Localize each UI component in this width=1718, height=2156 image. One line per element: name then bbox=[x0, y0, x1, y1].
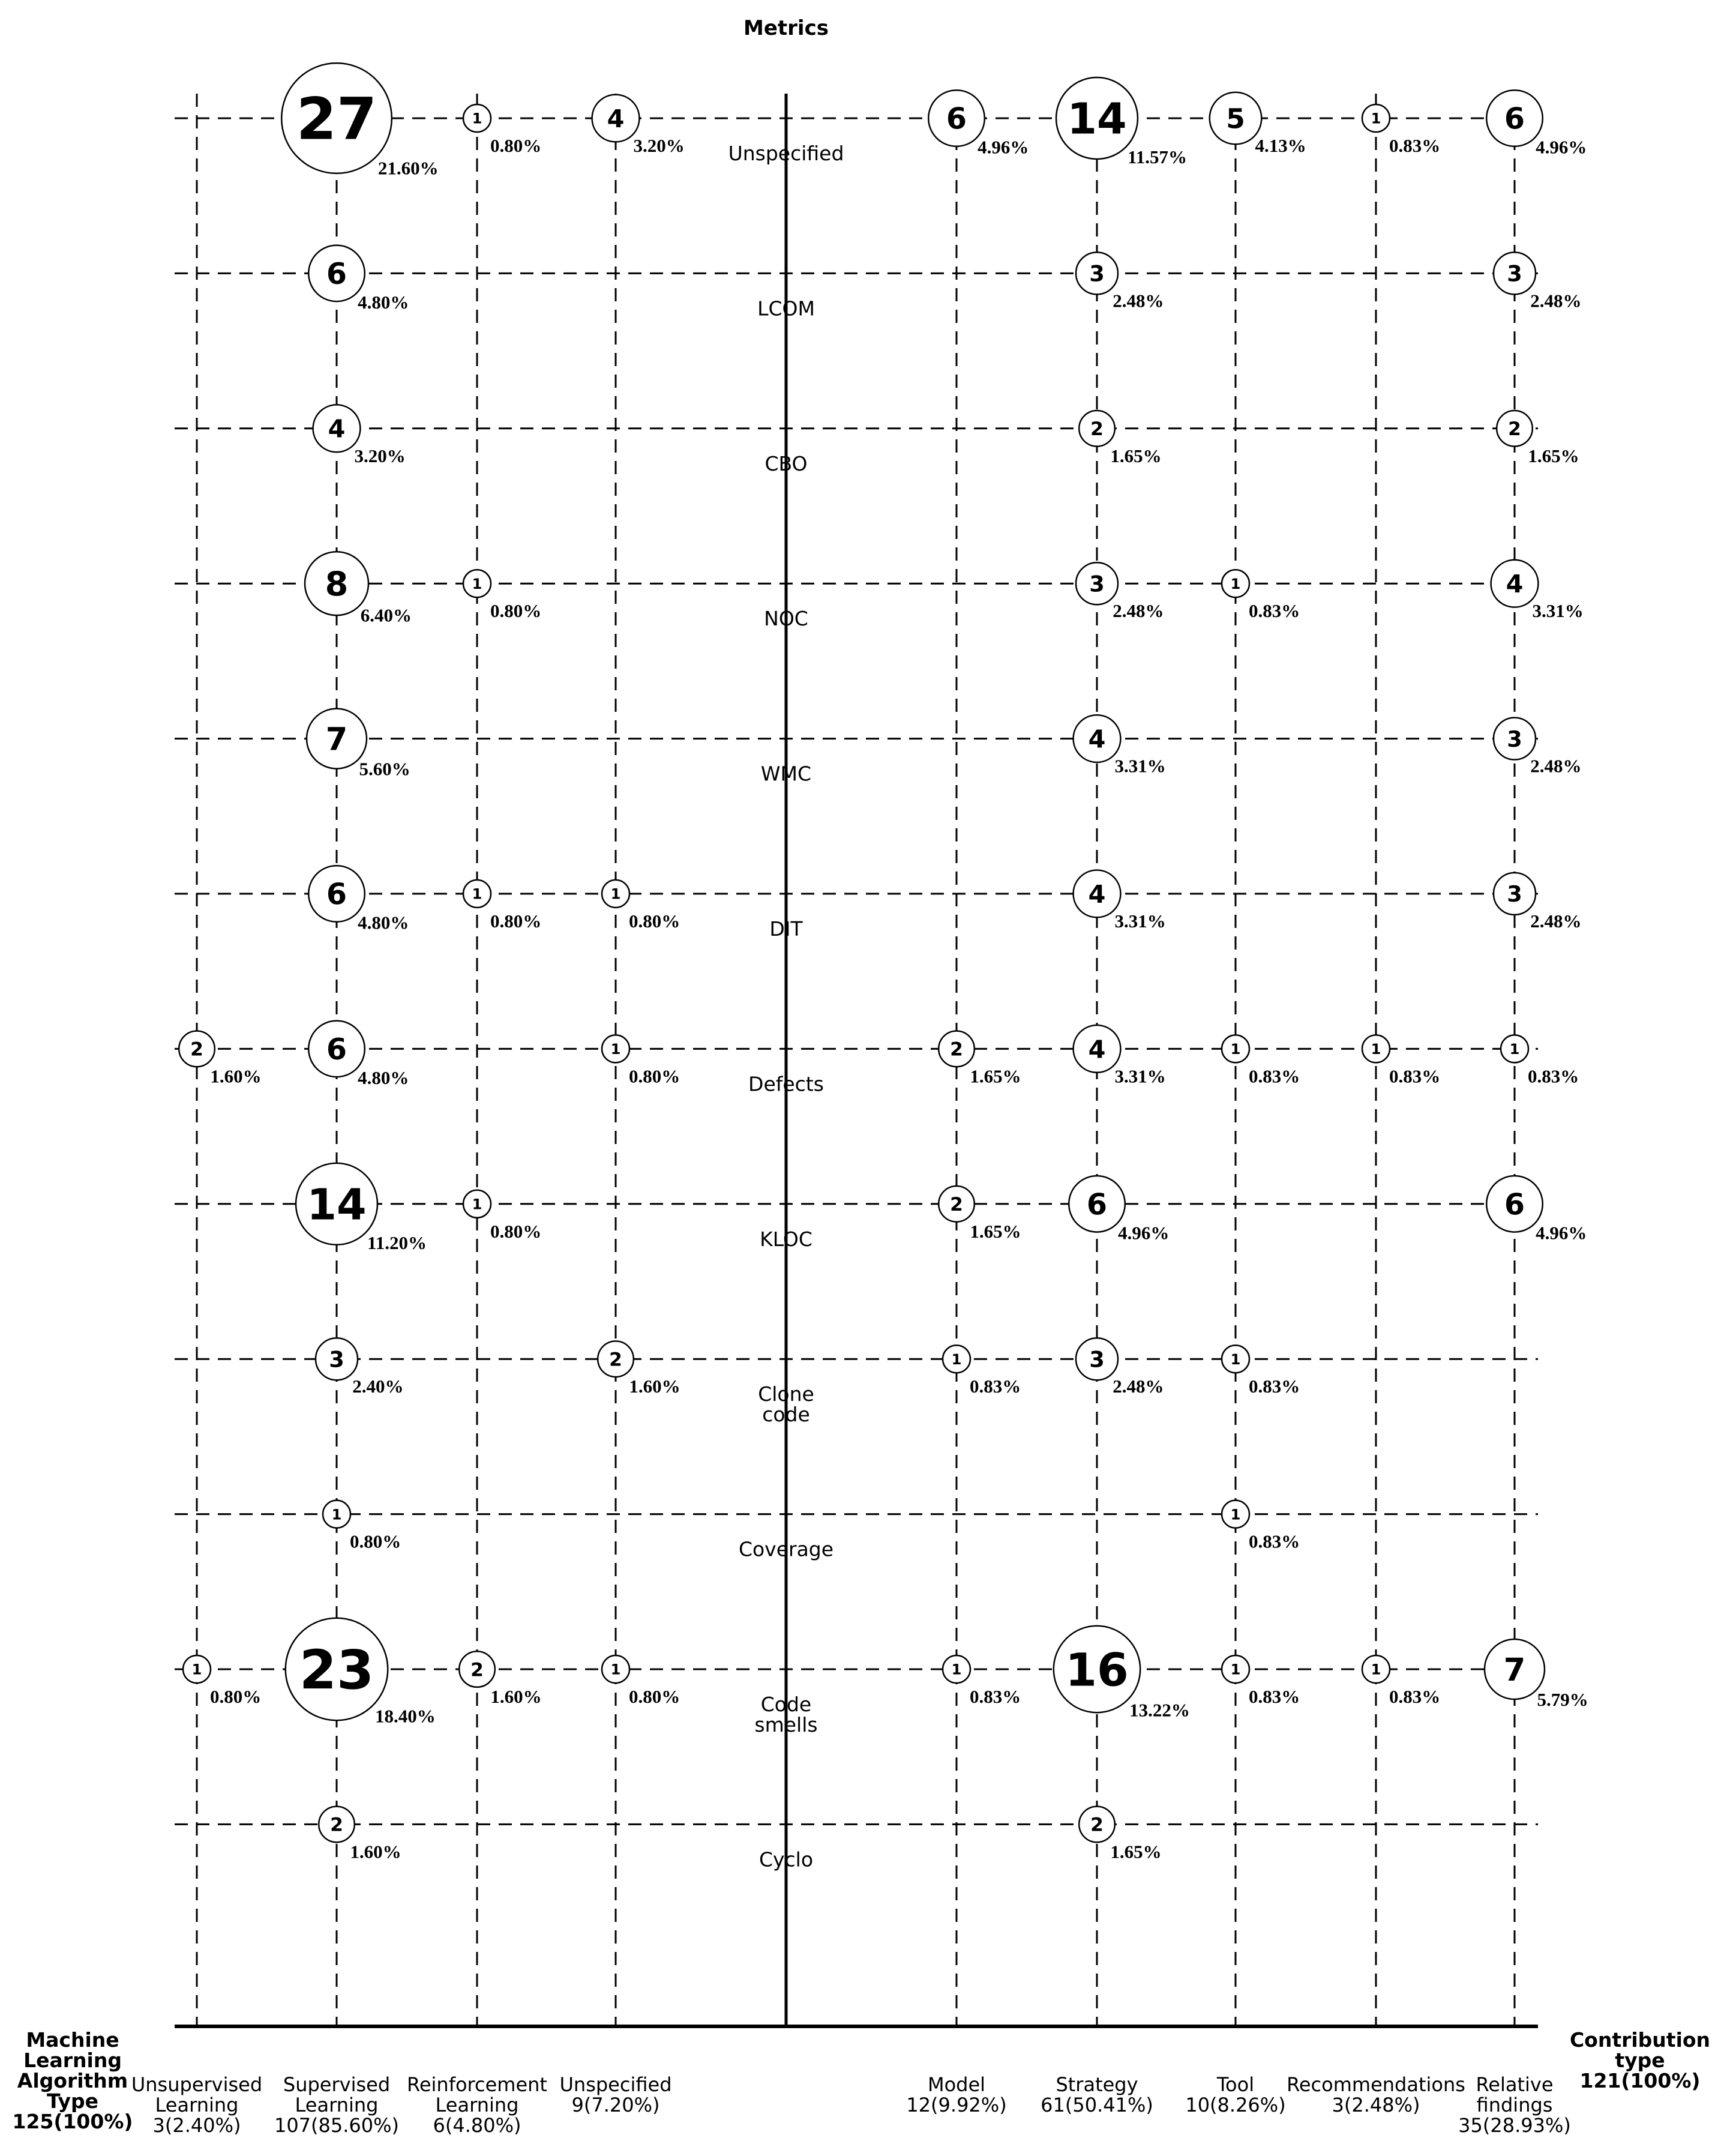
bubble-percent: 0.83% bbox=[1389, 135, 1441, 156]
bubble-count: 4 bbox=[328, 414, 346, 444]
bubble bbox=[1079, 1807, 1161, 1862]
bubble-percent: 3.31% bbox=[1532, 600, 1584, 622]
bubble-percent: 0.80% bbox=[490, 135, 542, 156]
bubble-percent: 3.31% bbox=[1114, 911, 1166, 932]
bubble bbox=[1076, 1338, 1164, 1397]
bubble bbox=[1222, 1501, 1300, 1552]
bubble-percent: 4.96% bbox=[1118, 1222, 1170, 1244]
bubble-percent: 0.83% bbox=[1249, 1686, 1300, 1707]
left-category-label: Supervised Learning 107(85.60%) bbox=[274, 2073, 400, 2137]
row-label: Defects bbox=[748, 1072, 824, 1096]
bubble-count: 1 bbox=[1371, 1041, 1381, 1058]
bubble-percent: 2.40% bbox=[352, 1376, 404, 1397]
axes bbox=[175, 94, 1538, 2026]
bubble-count: 3 bbox=[1507, 881, 1522, 908]
bubble bbox=[943, 1655, 1021, 1707]
bubble bbox=[1491, 560, 1584, 621]
bubble-count: 1 bbox=[1230, 1351, 1241, 1368]
bubble bbox=[1074, 715, 1166, 776]
bubble-count: 2 bbox=[1090, 418, 1104, 441]
right-category-label: Tool 10(8.26%) bbox=[1185, 2073, 1286, 2116]
bubble-count: 6 bbox=[326, 1032, 347, 1067]
bubble-count: 3 bbox=[1507, 726, 1522, 752]
bubble-percent: 4.80% bbox=[358, 1067, 409, 1088]
bubble bbox=[308, 1021, 409, 1088]
bubble-percent: 4.13% bbox=[1255, 135, 1306, 156]
bubble-count: 1 bbox=[472, 110, 482, 127]
row-label: KLOC bbox=[760, 1227, 812, 1251]
bubble-count: 1 bbox=[610, 1661, 621, 1678]
chart-title: Metrics bbox=[743, 16, 829, 40]
bubble-percent: 0.83% bbox=[970, 1686, 1021, 1707]
bubble bbox=[1222, 1655, 1300, 1707]
bubble bbox=[1079, 411, 1161, 466]
bubble-count: 2 bbox=[950, 1038, 963, 1061]
bubble bbox=[463, 570, 541, 621]
bubble-percent: 1.60% bbox=[490, 1686, 542, 1707]
bubble-percent: 1.65% bbox=[970, 1065, 1021, 1087]
bubble bbox=[1362, 1035, 1440, 1086]
bubble-percent: 0.80% bbox=[490, 600, 542, 622]
bubble bbox=[1485, 1639, 1588, 1710]
bubble-percent: 4.80% bbox=[358, 291, 409, 313]
bubble-percent: 4.96% bbox=[978, 136, 1029, 158]
bubble bbox=[1222, 1035, 1300, 1086]
bubble-count: 8 bbox=[325, 565, 349, 604]
bubble-count: 1 bbox=[1230, 1506, 1241, 1523]
bubble bbox=[1362, 1655, 1440, 1707]
bubble-count: 4 bbox=[1506, 570, 1524, 599]
bubble-count: 7 bbox=[325, 721, 348, 758]
bubble-count: 1 bbox=[610, 885, 621, 903]
bubble-count: 16 bbox=[1065, 1643, 1129, 1697]
category-labels bbox=[13, 2028, 1711, 2137]
bubble bbox=[463, 104, 541, 156]
bubble bbox=[928, 90, 1029, 157]
bubble-percent: 3.31% bbox=[1114, 1065, 1166, 1087]
bubble-count: 1 bbox=[951, 1351, 962, 1368]
bubble-percent: 0.80% bbox=[350, 1531, 401, 1552]
bubble-count: 1 bbox=[472, 575, 482, 592]
row-label: Unspecified bbox=[728, 142, 844, 165]
bubble bbox=[1486, 90, 1587, 157]
bubble-count: 14 bbox=[307, 1179, 367, 1230]
bubble-count: 6 bbox=[1504, 1187, 1525, 1222]
bubble-percent: 1.60% bbox=[629, 1376, 680, 1397]
bubble-count: 2 bbox=[190, 1038, 203, 1061]
row-label: Code smells bbox=[754, 1693, 818, 1736]
bubble bbox=[1222, 1345, 1300, 1397]
bubble-percent: 6.40% bbox=[360, 604, 412, 626]
bubble-percent: 5.79% bbox=[1537, 1688, 1588, 1710]
bubble bbox=[1076, 252, 1164, 311]
bubble-count: 2 bbox=[470, 1659, 484, 1681]
bubble-percent: 1.65% bbox=[970, 1220, 1021, 1242]
row-label: Cyclo bbox=[758, 1847, 814, 1871]
bubble bbox=[602, 1655, 680, 1707]
bubble-count: 1 bbox=[1371, 110, 1381, 127]
bubble-count: 6 bbox=[946, 101, 967, 136]
bubble bbox=[183, 1655, 261, 1707]
bubble bbox=[939, 1186, 1021, 1242]
bubble bbox=[323, 1501, 401, 1552]
bubble-count: 2 bbox=[1090, 1814, 1104, 1836]
bubble-count: 4 bbox=[1088, 1035, 1106, 1064]
row-label: Coverage bbox=[738, 1537, 834, 1561]
bubble bbox=[1076, 562, 1164, 621]
bubble-percent: 3.31% bbox=[1114, 755, 1166, 777]
grid-lines bbox=[175, 94, 1538, 2026]
bubble bbox=[319, 1807, 401, 1862]
bubble bbox=[1501, 1035, 1579, 1086]
bubble-percent: 11.20% bbox=[367, 1232, 427, 1253]
bubble bbox=[313, 405, 406, 466]
bubble bbox=[463, 880, 541, 932]
right-category-label: Model 12(9.92%) bbox=[906, 2073, 1007, 2116]
bubble bbox=[307, 709, 410, 780]
bubble bbox=[179, 1031, 261, 1087]
row-label: Clone code bbox=[758, 1382, 814, 1427]
bubble-percent: 0.80% bbox=[490, 911, 542, 932]
bubble-count: 1 bbox=[191, 1661, 202, 1678]
bubble-percent: 21.60% bbox=[377, 157, 439, 179]
row-label: NOC bbox=[764, 607, 808, 631]
bubble-percent: 3.20% bbox=[354, 445, 406, 466]
bubble-count: 1 bbox=[472, 1196, 482, 1213]
bubble bbox=[1494, 873, 1582, 932]
right-axis-title: Contribution type 121(100%) bbox=[1569, 2028, 1711, 2092]
bubble bbox=[1222, 570, 1300, 621]
bubble bbox=[1074, 870, 1166, 932]
bubble bbox=[1056, 77, 1187, 167]
bubble-count: 6 bbox=[1086, 1187, 1108, 1222]
bubble-percent: 2.48% bbox=[1530, 290, 1582, 312]
bubble bbox=[1486, 1176, 1587, 1243]
bubble-percent: 3.20% bbox=[633, 135, 685, 156]
bubble-count: 2 bbox=[609, 1349, 622, 1371]
bubble bbox=[459, 1651, 541, 1707]
bubble-count: 4 bbox=[1088, 724, 1106, 754]
bubble-percent: 0.83% bbox=[1528, 1065, 1579, 1087]
bubble-count: 1 bbox=[1230, 1661, 1241, 1678]
bubble bbox=[939, 1031, 1021, 1087]
bubble bbox=[1494, 252, 1582, 311]
bubble-count: 1 bbox=[472, 885, 482, 903]
bubble-count: 3 bbox=[329, 1346, 344, 1373]
bubble-percent: 1.60% bbox=[210, 1065, 262, 1087]
left-axis-title: Machine Learning Algorithm Type 125(100%) bbox=[12, 2028, 133, 2133]
bubble-percent: 2.48% bbox=[1530, 911, 1582, 932]
right-category-label: Relative findings 35(28.93%) bbox=[1458, 2073, 1571, 2137]
bubble-percent: 11.57% bbox=[1127, 146, 1188, 168]
bubble-count: 3 bbox=[1089, 571, 1105, 597]
bubble bbox=[1497, 411, 1579, 466]
bubble-count: 1 bbox=[1230, 1041, 1241, 1058]
bubble-percent: 5.60% bbox=[359, 758, 410, 780]
bubble-count: 6 bbox=[326, 876, 347, 912]
bubble-percent: 0.80% bbox=[629, 1065, 680, 1087]
bubble-count: 3 bbox=[1089, 1346, 1105, 1373]
bubble-percent: 4.96% bbox=[1536, 1222, 1587, 1244]
bubble-percent: 0.83% bbox=[1389, 1686, 1441, 1707]
bubble bbox=[305, 552, 412, 625]
bubble bbox=[1210, 92, 1306, 156]
bubble bbox=[602, 1035, 680, 1086]
bubble-count: 2 bbox=[1508, 418, 1521, 441]
bubble bbox=[1074, 1025, 1166, 1086]
right-category-label: Recommendations 3(2.48%) bbox=[1287, 2073, 1465, 2116]
bubble bbox=[308, 866, 409, 933]
bubble-count: 14 bbox=[1067, 94, 1127, 144]
bubble-percent: 2.48% bbox=[1530, 755, 1582, 777]
bubble-count: 2 bbox=[330, 1814, 343, 1836]
bubble-count: 1 bbox=[1230, 575, 1241, 592]
left-category-label: Reinforcement Learning 6(4.80%) bbox=[407, 2073, 547, 2137]
bubble bbox=[602, 880, 680, 932]
row-label: DIT bbox=[769, 917, 803, 941]
bubble bbox=[1069, 1176, 1169, 1243]
bubble-count: 1 bbox=[951, 1661, 962, 1678]
bubble-percent: 4.96% bbox=[1536, 136, 1587, 158]
bubble-percent: 0.80% bbox=[210, 1686, 262, 1707]
bubble bbox=[943, 1345, 1021, 1397]
bubble bbox=[1494, 718, 1582, 777]
bubble-percent: 1.65% bbox=[1110, 445, 1162, 466]
bubble bbox=[308, 245, 409, 313]
bubble bbox=[1054, 1626, 1190, 1721]
bubble-count: 1 bbox=[1509, 1041, 1520, 1058]
bubble-count: 4 bbox=[1088, 879, 1106, 909]
row-label: LCOM bbox=[757, 297, 815, 321]
left-category-label: Unsupervised Learning 3(2.40%) bbox=[131, 2073, 263, 2137]
bubble-count: 27 bbox=[296, 85, 377, 153]
bubble-percent: 1.65% bbox=[1110, 1841, 1162, 1862]
bubble bbox=[463, 1190, 541, 1242]
bubble-percent: 4.80% bbox=[358, 912, 409, 933]
bubble-count: 6 bbox=[326, 256, 347, 292]
bubble-percent: 1.65% bbox=[1528, 445, 1579, 466]
bubble bbox=[1362, 104, 1440, 156]
bubble-count: 2 bbox=[950, 1194, 963, 1216]
bubble-percent: 2.48% bbox=[1113, 1376, 1164, 1397]
bubble-percent: 0.83% bbox=[1249, 600, 1300, 622]
bubble-percent: 0.83% bbox=[1249, 1376, 1300, 1397]
bubble-count: 6 bbox=[1504, 101, 1525, 136]
bubble-percent: 0.83% bbox=[1389, 1065, 1441, 1087]
bubble-count: 1 bbox=[1371, 1661, 1381, 1678]
bubble-count: 1 bbox=[331, 1506, 342, 1523]
bubble bbox=[316, 1338, 404, 1397]
row-label: WMC bbox=[760, 762, 812, 786]
bubble bbox=[281, 63, 438, 178]
bubble-percent: 1.60% bbox=[350, 1841, 401, 1862]
bubble bbox=[592, 95, 685, 156]
bubble bbox=[598, 1341, 680, 1397]
bubble-count: 3 bbox=[1507, 260, 1522, 287]
bubble-percent: 0.83% bbox=[1249, 1065, 1300, 1087]
bubble-percent: 13.22% bbox=[1129, 1699, 1190, 1721]
bubble-percent: 2.48% bbox=[1113, 290, 1164, 312]
bubble-percent: 0.83% bbox=[970, 1376, 1021, 1397]
row-label: CBO bbox=[764, 451, 808, 475]
bubble-percent: 0.80% bbox=[629, 911, 680, 932]
bubble-count: 5 bbox=[1226, 103, 1245, 135]
bubble-percent: 18.40% bbox=[374, 1705, 436, 1727]
bubble bbox=[296, 1163, 427, 1253]
right-category-label: Strategy 61(50.41%) bbox=[1041, 2073, 1153, 2116]
bubble-percent: 2.48% bbox=[1113, 600, 1164, 622]
bubble-count: 1 bbox=[610, 1041, 621, 1058]
bubble-percent: 0.80% bbox=[490, 1220, 542, 1242]
bubble-percent: 0.83% bbox=[1249, 1531, 1300, 1552]
bubble-count: 23 bbox=[299, 1639, 374, 1702]
left-category-label: Unspecified 9(7.20%) bbox=[559, 2073, 672, 2116]
bubble-percent: 0.80% bbox=[629, 1686, 680, 1707]
bubble bbox=[286, 1618, 436, 1727]
bubble-count: 7 bbox=[1503, 1651, 1526, 1688]
bubble-count: 3 bbox=[1089, 260, 1105, 287]
bubble-count: 4 bbox=[607, 104, 625, 133]
